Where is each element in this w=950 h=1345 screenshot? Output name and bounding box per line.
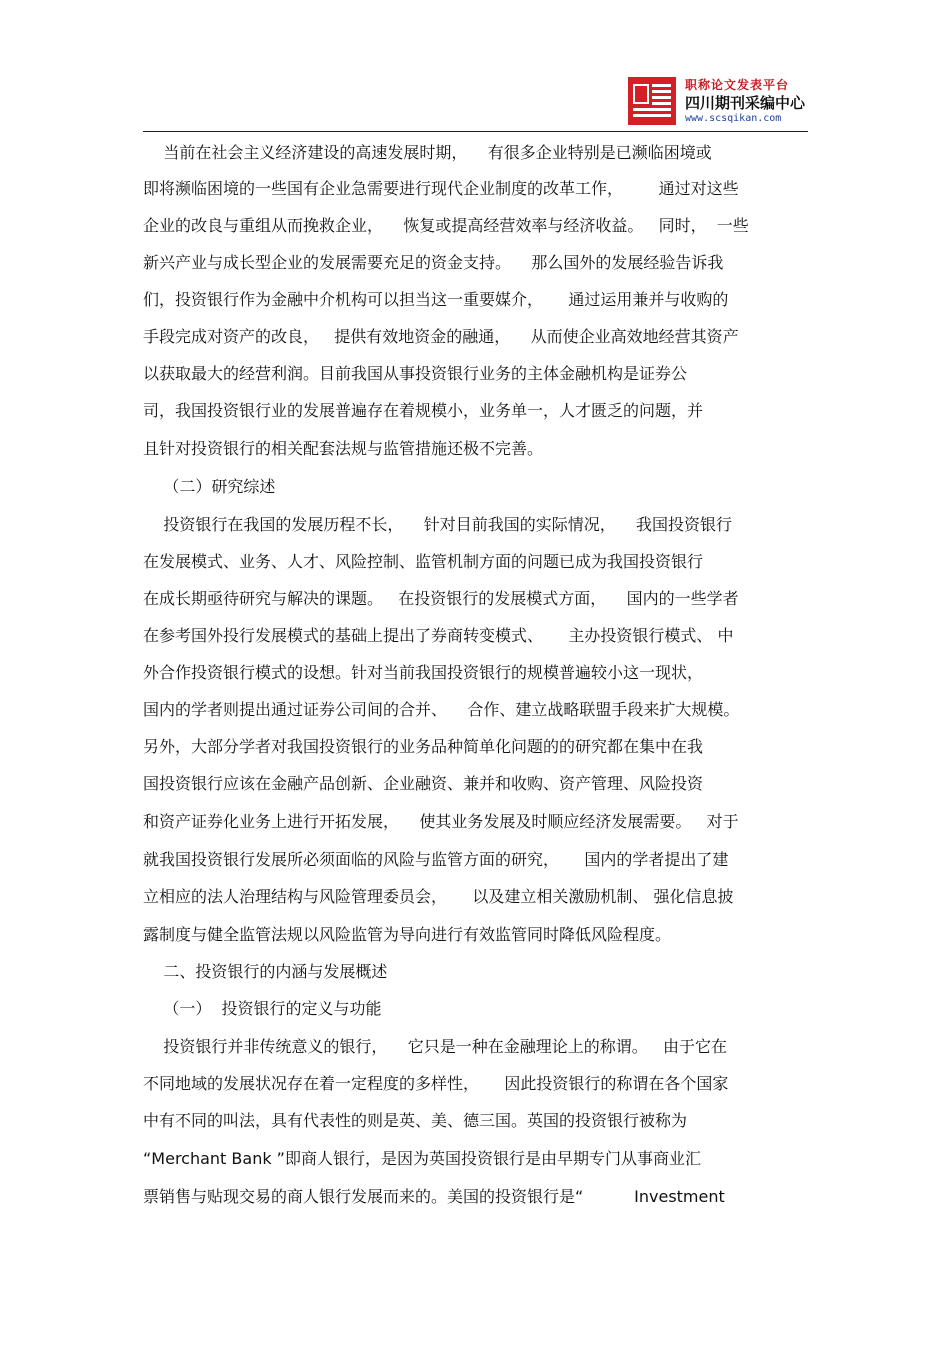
newspaper-logo-icon xyxy=(627,76,677,126)
section-heading: （一） 投资银行的定义与功能 xyxy=(143,999,382,1018)
header-divider xyxy=(143,131,808,132)
site-header xyxy=(627,76,812,130)
text-line: 和资产证券化业务上进行开拓发展， 使其业务发展及时顺应经济发展需要。 对于 xyxy=(143,812,739,831)
text-line: 票销售与贴现交易的商人银行发展而来的。美国的投资银行是“ Investment xyxy=(143,1187,725,1206)
text-line: 在发展模式、业务、人才、风险控制、监管机制方面的问题已成为我国投资银行 xyxy=(143,552,704,571)
text-line: 投资银行并非传统意义的银行， 它只是一种在金融理论上的称谓。 由于它在 xyxy=(143,1037,727,1056)
text-line: 国内的学者则提出通过证券公司间的合并、 合作、建立战略联盟手段来扩大规模。 xyxy=(143,700,740,719)
text-line: 企业的改良与重组从而挽救企业， 恢复或提高经营效率与经济收益。 同时， 一些 xyxy=(143,216,749,235)
text-line: 且针对投资银行的相关配套法规与监管措施还极不完善。 xyxy=(143,439,544,458)
text-line: 就我国投资银行发展所必须面临的风险与监管方面的研究， 国内的学者提出了建 xyxy=(143,850,729,869)
text-line: 即将濒临困境的一些国有企业急需要进行现代企业制度的改革工作， 通过对这些 xyxy=(143,179,739,198)
text-line: 手段完成对资产的改良， 提供有效地资金的融通， 从而使企业高效地经营其资产 xyxy=(143,327,739,346)
text-line: 国投资银行应该在金融产品创新、企业融资、兼并和收购、资产管理、风险投资 xyxy=(143,774,704,793)
brand-name: 四川期刊采编中心 xyxy=(685,94,806,112)
brand-tagline: 职称论文发表平台 xyxy=(685,78,790,92)
text-line: 在成长期亟待研究与解决的课题。 在投资银行的发展模式方面， 国内的一些学者 xyxy=(143,589,739,608)
text-line: 新兴产业与成长型企业的发展需要充足的资金支持。 那么国外的发展经验告诉我 xyxy=(143,253,724,272)
text-line: “Merchant Bank ”即商人银行，是因为英国投资银行是由早期专门从事商业汇 xyxy=(143,1149,701,1168)
text-line: 投资银行在我国的发展历程不长， 针对目前我国的实际情况， 我国投资银行 xyxy=(143,515,733,534)
text-line: 露制度与健全监管法规以风险监管为导向进行有效监管同时降低风险程度。 xyxy=(143,925,672,944)
brand-url: www.scsqikan.com xyxy=(685,113,782,124)
text-line: 立相应的法人治理结构与风险管理委员会， 以及建立相关激励机制、 强化信息披 xyxy=(143,887,734,906)
text-line: 另外，大部分学者对我国投资银行的业务品种简单化问题的的研究都在集中在我 xyxy=(143,737,704,756)
text-line: 不同地域的发展状况存在着一定程度的多样性， 因此投资银行的称谓在各个国家 xyxy=(143,1074,729,1093)
section-heading: （二）研究综述 xyxy=(143,477,276,496)
text-line: 司，我国投资银行业的发展普遍存在着规模小，业务单一，人才匮乏的问题，并 xyxy=(143,401,704,420)
section-heading: 二、投资银行的内涵与发展概述 xyxy=(143,962,388,981)
text-line: 们，投资银行作为金融中介机构可以担当这一重要媒介， 通过运用兼并与收购的 xyxy=(143,290,729,309)
text-line: 在参考国外投行发展模式的基础上提出了券商转变模式、 主办投资银行模式、 中 xyxy=(143,626,734,645)
text-line: 外合作投资银行模式的设想。针对当前我国投资银行的规模普遍较小这一现状， xyxy=(143,663,704,682)
text-line: 当前在社会主义经济建设的高速发展时期， 有很多企业特别是已濒临困境或 xyxy=(143,143,712,162)
text-line: 中有不同的叫法，具有代表性的则是英、美、德三国。英国的投资银行被称为 xyxy=(143,1111,688,1130)
text-line: 以获取最大的经营利润。目前我国从事投资银行业务的主体金融机构是证券公 xyxy=(143,364,688,383)
